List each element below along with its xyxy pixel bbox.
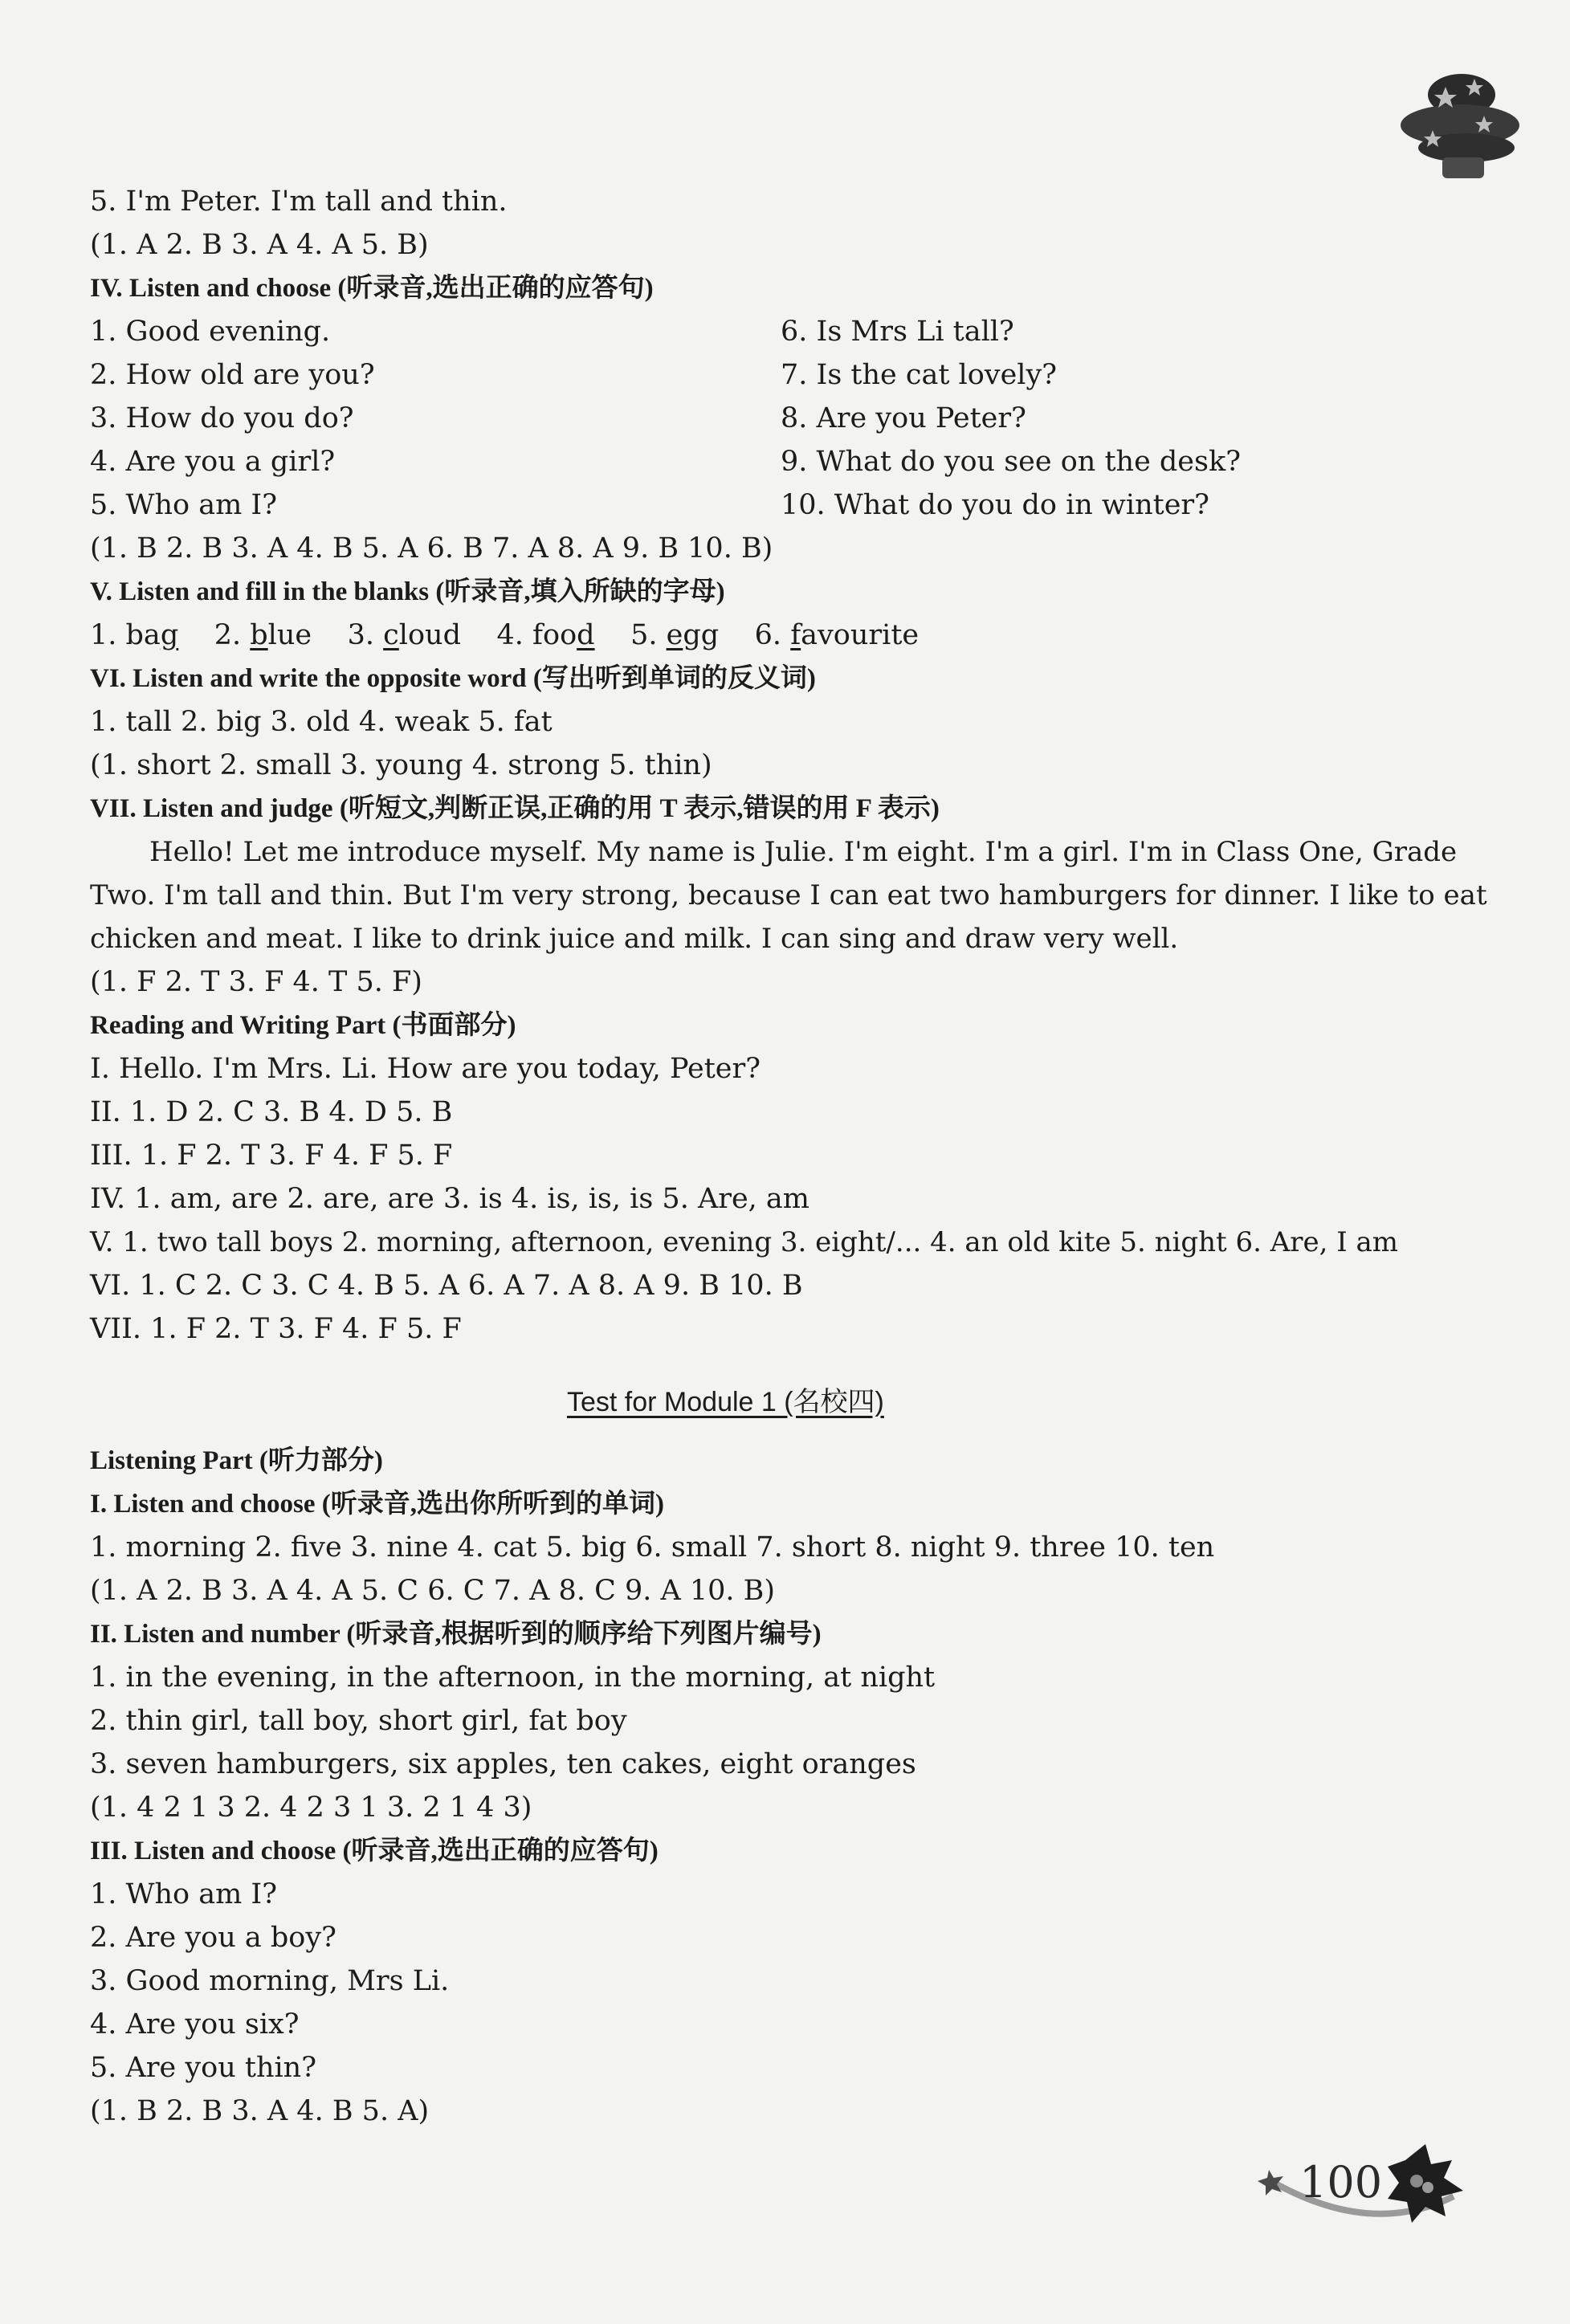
answer-line: (1. short 2. small 3. young 4. strong 5. thin) (90, 749, 712, 781)
christmas-tree-icon (1397, 63, 1526, 191)
section-heading: VII. Listen and judge (听短文,判断正误,正确的用 T 表示,错误的用 F 表示) (90, 794, 940, 823)
text-line: 5. I'm Peter. I'm tall and thin. (90, 186, 508, 218)
fill-item: 2. blue (214, 619, 312, 651)
question-line: 3. How do you do? (90, 402, 354, 434)
section-heading: II. Listen and number (听录音,根据听到的顺序给下列图片编号) (90, 1620, 822, 1649)
fill-item: 6. favourite (754, 619, 920, 651)
answer-line: III. 1. F 2. T 3. F 4. F 5. F (90, 1140, 453, 1172)
section-heading: Reading and Writing Part (书面部分) (90, 1011, 516, 1040)
question-line: 3. Good morning, Mrs Li. (90, 1965, 450, 1997)
text-line: 1. tall 2. big 3. old 4. weak 5. fat (90, 706, 553, 738)
question-line: 7. Is the cat lovely? (781, 359, 1058, 391)
answer-line: VI. 1. C 2. C 3. C 4. B 5. A 6. A 7. A 8. A 9. B 10. B (90, 1270, 803, 1302)
answer-line: IV. 1. am, are 2. are, are 3. is 4. is, is, is 5. Are, am (90, 1183, 809, 1215)
text-line: 2. thin girl, tall boy, short girl, fat boy (90, 1705, 627, 1737)
answer-line: II. 1. D 2. C 3. B 4. D 5. B (90, 1096, 453, 1128)
answer-line: (1. 4 2 1 3 2. 4 2 3 1 3. 2 1 4 3) (90, 1792, 532, 1824)
part-heading: Listening Part (听力部分) (90, 1446, 383, 1475)
question-line: 10. What do you do in winter? (781, 489, 1209, 521)
text-line: 1. in the evening, in the afternoon, in the morning, at night (90, 1661, 936, 1694)
question-line: 5. Are you thin? (90, 2052, 316, 2084)
text-line: 1. morning 2. five 3. nine 4. cat 5. big 6. small 7. short 8. night 9. three 10. ten (90, 1531, 1215, 1564)
question-line: 6. Is Mrs Li tall? (781, 316, 1014, 348)
answer-line: (1. F 2. T 3. F 4. T 5. F) (90, 966, 422, 998)
passage-line: Two. I'm tall and thin. But I'm very strong, because I can eat two hamburgers for dinner. I like to eat (90, 879, 1487, 911)
answer-line: (1. A 2. B 3. A 4. A 5. C 6. C 7. A 8. C 9. A 10. B) (90, 1575, 776, 1607)
page-number: 100 (1299, 2157, 1383, 2208)
answer-line: (1. A 2. B 3. A 4. A 5. B) (90, 229, 429, 261)
fill-item: 5. egg (630, 619, 720, 651)
fill-blanks-line (90, 618, 919, 652)
test-title: Test for Module 1 (名校四) (567, 1387, 884, 1417)
fill-item: 4. food (496, 619, 595, 651)
fill-item: 3. cloud (347, 619, 461, 651)
section-heading: I. Listen and choose (听录音,选出你所听到的单词) (90, 1490, 665, 1519)
question-line: 4. Are you six? (90, 2008, 300, 2041)
question-line: 4. Are you a girl? (90, 446, 336, 478)
question-line: 2. How old are you? (90, 359, 375, 391)
question-line: 8. Are you Peter? (781, 402, 1026, 434)
question-line: 1. Good evening. (90, 316, 331, 348)
question-line: 1. Who am I? (90, 1878, 278, 1910)
answer-line: I. Hello. I'm Mrs. Li. How are you today, Peter? (90, 1053, 761, 1085)
section-heading: III. Listen and choose (听录音,选出正确的应答句) (90, 1837, 659, 1865)
answer-line: V. 1. two tall boys 2. morning, afternoon, evening 3. eight/... 4. an old kite 5. night 6. Are, I am (90, 1226, 1399, 1258)
section-heading: IV. Listen and choose (听录音,选出正确的应答句) (90, 274, 654, 303)
question-line: 9. What do you see on the desk? (781, 446, 1241, 478)
answer-line: (1. B 2. B 3. A 4. B 5. A 6. B 7. A 8. A 9. B 10. B) (90, 532, 773, 565)
section-heading: V. Listen and fill in the blanks (听录音,填入所缺的字母) (90, 577, 725, 606)
fill-item: 1. bag (90, 619, 179, 651)
answer-line: (1. B 2. B 3. A 4. B 5. A) (90, 2095, 430, 2127)
passage-line: Hello! Let me introduce myself. My name is Julie. I'm eight. I'm a girl. I'm in Class One, Grade (149, 836, 1458, 868)
question-line: 2. Are you a boy? (90, 1922, 336, 1954)
passage-line: chicken and meat. I like to drink juice and milk. I can sing and draw very well. (90, 923, 1179, 955)
question-line: 5. Who am I? (90, 489, 278, 521)
section-heading: VI. Listen and write the opposite word (写出听到单词的反义词) (90, 664, 816, 693)
answer-line: VII. 1. F 2. T 3. F 4. F 5. F (90, 1313, 462, 1345)
text-line: 3. seven hamburgers, six apples, ten cakes, eight oranges (90, 1748, 916, 1780)
